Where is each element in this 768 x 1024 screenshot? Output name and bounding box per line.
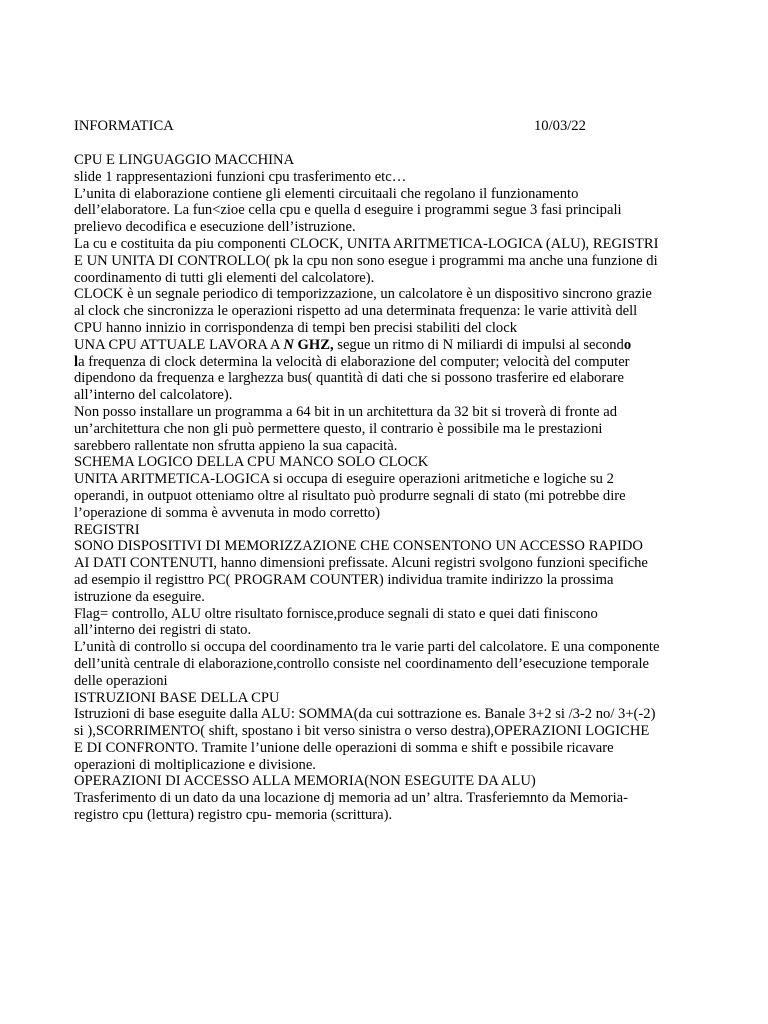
text-run-text: dell’unità centrale di elaborazione,controllo consiste nel coordinamento dell’esecuzione temporale [74, 655, 649, 672]
text-run-text: al clock che sincronizza le operazioni rispetto ad una determinata frequenza: le varie attività dell [74, 303, 638, 320]
text-run-text: dipendono da frequenza e larghezza bus( quantità di dati che si possono trasferire ed elaborare [74, 370, 625, 387]
text-line [74, 354, 694, 371]
text-run-text: CPU hanno innizio in corrispondenza di tempi ben precisi stabiliti del clock [74, 319, 517, 336]
text-line [74, 404, 694, 421]
text-run-text: Istruzioni di base eseguite dalla ALU: SOMMA(da cui sottrazione es. Banale 3+2 si /3-2 no/ 3+(-2) [74, 706, 656, 723]
text-line [74, 673, 694, 690]
text-run-text: SCHEMA LOGICO DELLA CPU MANCO SOLO CLOCK [74, 454, 429, 471]
text-run-text: a frequenza di clock determina la velocità di elaborazione del computer; velocità del computer [78, 353, 630, 370]
text-run-text: Non posso installare un programma a 64 bit in un architettura da 32 bit si troverà di fronte ad [74, 403, 618, 420]
text-run-text: all’interno dei registri di stato. [74, 622, 252, 639]
text-run-text: Trasferimento di un dato da una locazione dj memoria ad un’ altra. Trasferiemnto da Memoria- [74, 790, 628, 807]
text-line [74, 303, 694, 320]
text-run-text: slide 1 rappresentazioni funzioni cpu trasferimento etc… [74, 168, 407, 185]
text-run-post: segue un ritmo di N miliardi di impulsi al second [333, 336, 624, 353]
text-run-text: CPU E LINGUAGGIO MACCHINA [74, 152, 295, 168]
text-line [74, 370, 694, 387]
text-run-text: all’interno del calcolatore). [74, 387, 233, 404]
text-line [74, 286, 694, 303]
text-run-text: REGISTRI [74, 521, 140, 538]
text-line [74, 656, 694, 673]
text-run-text: UNITA ARITMETICA-LOGICA si occupa di eseguire operazioni aritmetiche e logiche su 2 [74, 471, 614, 488]
text-line [74, 572, 694, 589]
text-line [74, 790, 694, 807]
text-run-text: l’operazione di somma è avvenuta in modo corretto) [74, 504, 380, 521]
text-run-text: ISTRUZIONI BASE DELLA CPU [74, 689, 280, 706]
text-run-text: AI DATI CONTENUTI, hanno dimensioni prefissate. Alcuni registri svolgono funzioni specifiche [74, 555, 648, 572]
text-run-em: N [283, 336, 294, 353]
text-line [74, 757, 694, 774]
text-run-text: OPERAZIONI DI ACCESSO ALLA MEMORIA(NON ESEGUITE DA ALU) [74, 773, 536, 790]
text-line [74, 471, 694, 488]
text-run-lead-strong: l [74, 353, 79, 370]
text-line [74, 807, 694, 824]
document-subject: INFORMATICA [74, 118, 174, 134]
text-line [74, 773, 694, 790]
text-line [74, 152, 694, 169]
text-run-text: Flag= controllo, ALU oltre risultato fornisce,produce segnali di stato e quei dati finiscono [74, 605, 598, 622]
text-line [74, 522, 694, 539]
text-run-text: si ),SCORRIMENTO( shift, spostano i bit verso sinistra o verso destra),OPERAZIONI LOGICHE [74, 723, 650, 740]
text-run-tail-strong: o [623, 336, 632, 353]
text-run-text: SONO DISPOSITIVI DI MEMORIZZAZIONE CHE CONSENTONO UN ACCESSO RAPIDO [74, 538, 643, 555]
document-text [74, 152, 694, 824]
text-line [74, 606, 694, 623]
text-line [74, 320, 694, 337]
text-line [74, 589, 694, 606]
text-line [74, 555, 694, 572]
text-run-text: La cu e costituita da piu componenti CLOCK, UNITA ARITMETICA-LOGICA (ALU), REGISTRI [74, 235, 659, 252]
text-line [74, 253, 694, 270]
text-line [74, 219, 694, 236]
text-run-text: coordinamento di tutti gli elementi del calcolatore). [74, 269, 375, 286]
text-line [74, 622, 694, 639]
text-line [74, 706, 694, 723]
text-run-text: prelievo decodifica e esecuzione dell’istruzione. [74, 219, 356, 236]
text-line [74, 421, 694, 438]
document-header [74, 118, 694, 135]
text-line [74, 538, 694, 555]
text-run-text: operazioni di moltiplicazione e divisione. [74, 756, 316, 773]
text-line [74, 387, 694, 404]
text-line [74, 505, 694, 522]
text-line [74, 454, 694, 471]
text-run-text: un’architettura che non gli può permettere questo, il contrario è possibile ma le prestazioni [74, 420, 603, 437]
text-run-text: ad esempio il registtro PC( PROGRAM COUNTER) individua tramite indirizzo la prossima [74, 571, 614, 588]
document-body [74, 118, 694, 824]
text-run-text: L’unita di elaborazione contiene gli elementi circuitaali che regolano il funzionamento [74, 185, 579, 202]
text-run-pre: UNA CPU ATTUALE LAVORA A [74, 336, 284, 353]
text-run-text: E UN UNITA DI CONTROLLO( pk la cpu non sono esegue i programmi ma anche una funzione di [74, 252, 658, 269]
text-run-text: E DI CONFRONTO. Tramite l’unione delle operazioni di somma e shift e possibile ricavare [74, 739, 614, 756]
text-line [74, 202, 694, 219]
text-line [74, 488, 694, 505]
document-date: 10/03/22 [534, 118, 586, 134]
text-line [74, 270, 694, 287]
text-line [74, 169, 694, 186]
text-run-text: delle operazioni [74, 672, 168, 689]
text-line [74, 639, 694, 656]
text-run-text: sarebbero rallentate non sfrutta appieno la sua capacità. [74, 437, 398, 454]
text-run-strong: GHZ, [293, 336, 334, 353]
text-run-text: CLOCK è un segnale periodico di temporizzazione, un calcolatore è un dispositivo sincrono grazie [74, 286, 652, 303]
text-line [74, 723, 694, 740]
text-run-text: operandi, in outpuot otteniamo oltre al risultato può produrre segnali di stato (mi potrebbe dire [74, 487, 626, 504]
text-line [74, 337, 694, 354]
text-run-text: registro cpu (lettura) registro cpu- memoria (scrittura). [74, 807, 393, 824]
text-run-text: dell’elaboratore. La fun<zioe cella cpu e quella d eseguire i programmi segue 3 fasi principali [74, 202, 622, 219]
text-line [74, 690, 694, 707]
text-line [74, 186, 694, 203]
text-run-text: istruzione da eseguire. [74, 588, 205, 605]
text-line [74, 740, 694, 757]
text-run-text: L’unità di controllo si occupa del coordinamento tra le varie parti del calcolatore. E una componente [74, 639, 660, 656]
text-line [74, 438, 694, 455]
text-line [74, 236, 694, 253]
